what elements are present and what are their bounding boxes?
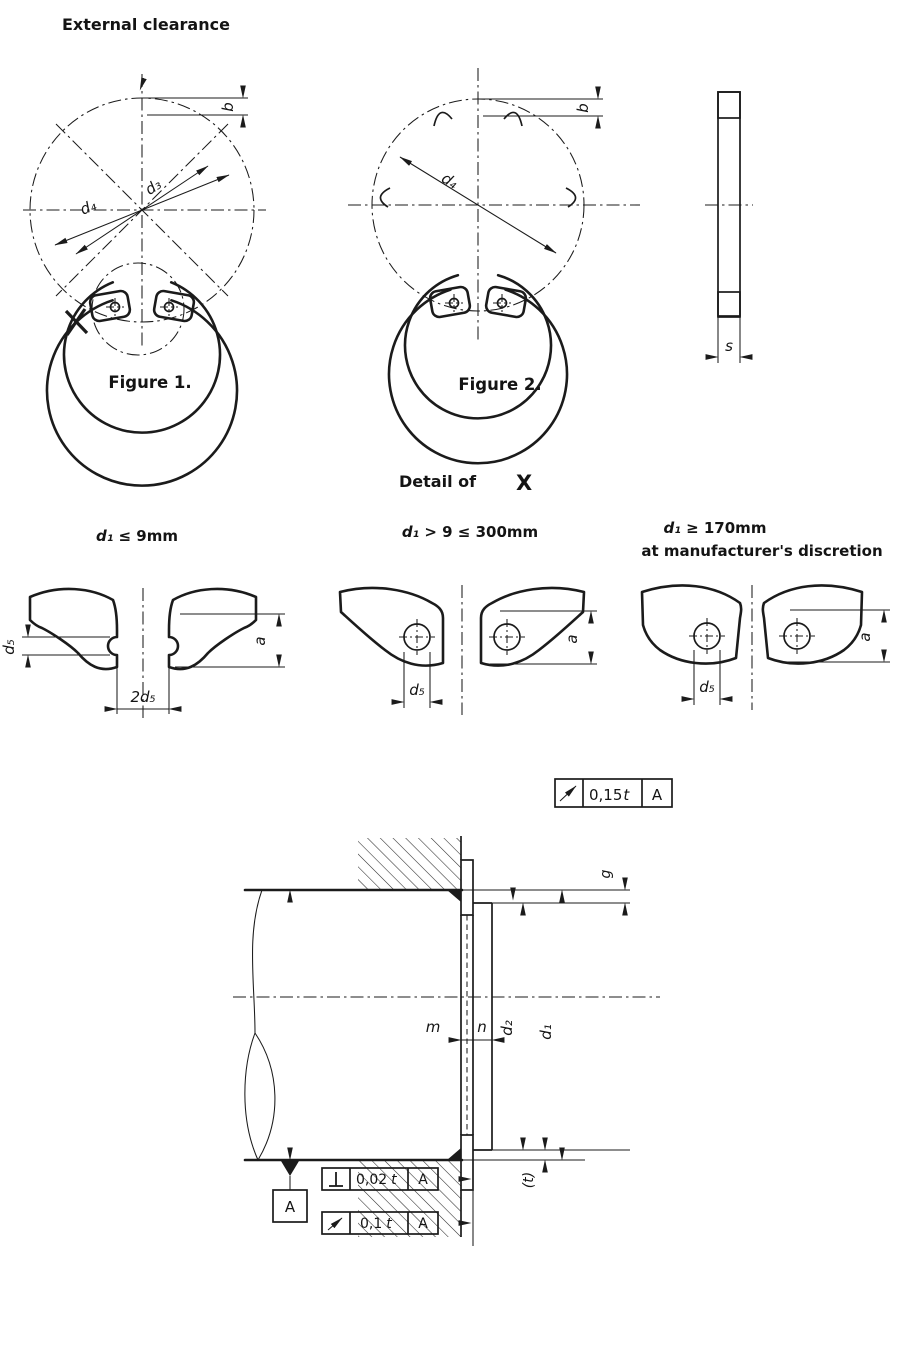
detail-variant-2 [340,523,597,715]
dim-label-m: m [425,1018,441,1036]
section-bottom [718,292,740,316]
dim-label-d5-3: d₅ [699,678,715,696]
condition-1 [96,527,178,545]
datum-letter: A [284,1198,296,1216]
frame-runout2-value [360,1216,392,1232]
condition-3-note: at manufacturer's discretion [641,542,883,560]
dim-label-b-2: b [574,103,592,113]
break-section-lens [245,1033,275,1160]
frame-runout2-datum: A [418,1216,428,1232]
frame-top-value-num: 0,15 [589,786,623,804]
dim-label-d5-2: d₅ [409,681,425,699]
tolerance-frame-runout-top [513,779,672,900]
ring-section-bottom [461,1135,473,1190]
detail-variant-1 [0,527,285,718]
detail3-left-end [642,585,741,663]
frame-perp-value [356,1172,397,1188]
frame-top-leader [513,793,555,900]
dim-label-d5-1: d₅ [0,639,18,655]
dim-label-g: g [598,869,614,879]
a-dimension-1 [175,614,285,667]
d2-dimension [498,903,523,1150]
side-view [688,92,770,363]
d5-dimension-1 [0,609,110,683]
dim-label-d1: d₁ [537,1024,555,1040]
detail2-left-end [340,588,443,666]
dim-label-a-2: a [563,634,581,644]
external-clearance-leader [140,38,158,90]
frame-top-datum: A [651,786,663,804]
datum-a [273,1161,307,1222]
figure-1 [23,15,266,486]
frame-runout2-value-num: 0,1 [360,1216,383,1232]
dim-label-b: b [219,102,237,112]
dim-label-d4: d₄ [77,196,99,219]
dim-label-s: s [725,337,733,355]
ring-section-top [461,860,473,915]
ring2-bump-left [380,188,390,207]
d1-dimension [537,890,562,1160]
circular-runout-icon-2 [328,1218,342,1230]
b-dimension-2 [478,71,603,144]
detail-heading: Detail of [399,472,477,491]
s-dimension [688,317,770,363]
condition-3-rest: ≥ 170mm [680,519,767,537]
perpendicularity-icon [329,1172,343,1186]
frame-perp-datum: A [418,1172,428,1188]
condition-3 [664,519,767,537]
detail3-right-end [763,585,862,663]
circular-runout-icon [560,786,576,801]
frame-perp-value-num: 0,02 [356,1172,388,1188]
b-dimension [142,70,248,143]
frame-perp-value-var: t [391,1172,397,1188]
detail-heading-x: X [516,471,533,495]
detail1-left-end [30,589,117,669]
figure2-caption: Figure 2. [458,375,542,394]
dim-label-d4-2: d₄ [438,169,462,193]
t-dimension [521,1122,545,1188]
external-clearance-label: External clearance [62,15,230,34]
ring2-bump-top-left [434,112,452,126]
dim-label-d3: d₃ [141,175,165,199]
detail-variant-3 [641,519,890,710]
detail1-right-end [169,589,256,669]
dim-label-t: (t) [521,1171,537,1189]
figure1-caption: Figure 1. [108,373,192,392]
ring2-bump-right [566,188,576,207]
mn-dimensions [415,1018,545,1040]
dim-label-2d5 [130,688,155,706]
dim-label-d2: d₂ [498,1020,516,1036]
ring2-bump-top-right [504,112,522,126]
detail2-right-end [481,588,584,666]
detail-x-circle [92,263,184,355]
condition-1-rest: ≤ 9mm [113,527,179,545]
frame-runout2-value-var: t [386,1216,392,1232]
frame-top-value [589,786,630,804]
frame-top-value-var: t [623,786,630,804]
condition-1-var: d₁ [95,527,114,545]
dim-label-a-1: a [251,636,269,646]
detail-section [0,471,890,718]
dim-label-n: n [477,1018,487,1036]
2d5-prefix: 2 [130,688,140,706]
d5-dimension-2 [372,652,462,708]
break-line [252,890,262,1033]
figure-2 [348,68,640,463]
2d5-var: d₅ [140,688,156,706]
housing-section-top [358,838,461,890]
chamfer-bottom [447,1148,461,1160]
assembly [233,779,672,1246]
condition-2 [402,523,538,541]
chamfer-top [447,890,461,902]
condition-2-rest: > 9 ≤ 300mm [419,523,539,541]
dim-label-a-3: a [856,632,874,642]
g-dimension [598,862,625,931]
condition-3-var: d₁ [663,519,681,537]
ring-lug-left [89,290,131,322]
section-top [718,92,740,118]
datum-triangle [281,1161,299,1176]
condition-2-var: d₁ [401,523,420,541]
